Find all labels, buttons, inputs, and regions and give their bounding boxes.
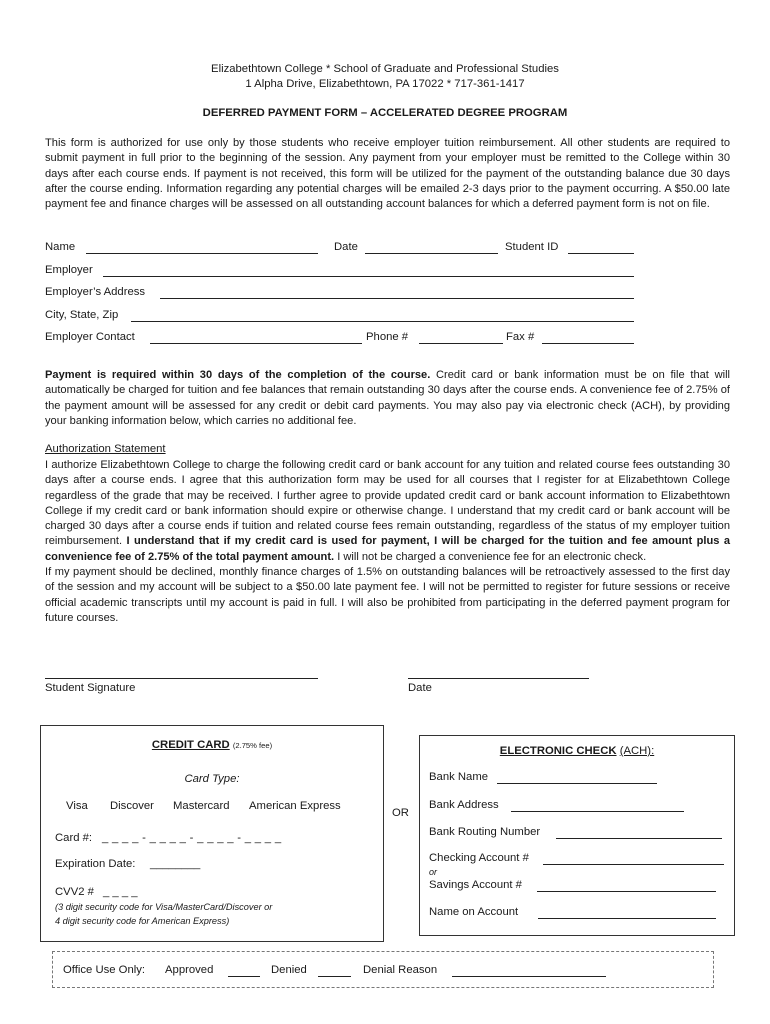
card-type-discover[interactable]: Discover — [110, 800, 154, 812]
form-title: DEFERRED PAYMENT FORM – ACCELERATED DEGREE PROGRAM — [202, 107, 568, 119]
card-number-field[interactable]: _ _ _ _ - _ _ _ _ - _ _ _ _ - _ _ _ _ — [102, 832, 282, 844]
employer-label: Employer — [45, 264, 93, 276]
denial-reason-field[interactable] — [452, 976, 606, 977]
credit-card-fee: (2.75% fee) — [232, 741, 273, 750]
card-type-label: Card Type: — [184, 773, 240, 785]
electronic-check-heading — [419, 745, 735, 757]
authorization-text-3: If my payment should be declined, monthly finance charges of 1.5% on outstanding balances will be retroactively assessed to the first day of the session and my account will be subject to a $50.00 late payment fee. I will not be permitted to register for future sessions or receive official academic transcripts until my account is paid in full. I will also be prohibited from participating in the deferred payment program for future courses. — [45, 566, 730, 624]
signature-date-label: Date — [408, 682, 432, 694]
college-name-line: Elizabethtown College * School of Graduate and Professional Studies — [211, 63, 559, 75]
savings-account-field[interactable] — [537, 891, 716, 892]
checking-account-field[interactable] — [543, 864, 724, 865]
card-type-mastercard[interactable]: Mastercard — [173, 800, 230, 812]
college-address-line: 1 Alpha Drive, Elizabethtown, PA 17022 * 717-361-1417 — [245, 78, 525, 90]
card-number-label: Card #: — [55, 832, 93, 844]
cvv-note-line-2: 4 digit security code for American Express) — [55, 916, 230, 926]
card-type-american-express[interactable]: American Express — [249, 800, 341, 812]
fax-field[interactable] — [542, 343, 634, 344]
employer-field[interactable] — [103, 276, 634, 277]
cvv-note-line-1: (3 digit security code for Visa/MasterCard/Discover or — [55, 902, 273, 912]
student-signature-label: Student Signature — [45, 682, 136, 694]
bank-name-label: Bank Name — [429, 771, 489, 783]
routing-number-field[interactable] — [556, 838, 722, 839]
employer-address-label: Employer’s Address — [45, 286, 146, 298]
signature-date-field[interactable] — [408, 678, 589, 679]
name-label: Name — [45, 241, 76, 253]
account-or-label: or — [429, 867, 438, 877]
student-id-label: Student ID — [505, 241, 559, 253]
credit-card-heading — [40, 739, 384, 751]
denied-label: Denied — [271, 964, 307, 976]
bank-address-field[interactable] — [511, 811, 684, 812]
expiration-date-field[interactable]: ________ — [150, 858, 201, 870]
approved-label: Approved — [165, 964, 214, 976]
electronic-check-subtitle: (ACH): — [619, 745, 655, 757]
fax-label: Fax # — [506, 331, 535, 343]
date-label: Date — [334, 241, 358, 253]
payment-paragraph — [45, 368, 730, 429]
authorization-paragraph — [45, 458, 730, 626]
cvv-label: CVV2 # — [55, 886, 94, 898]
cvv-field[interactable]: _ _ _ _ — [103, 886, 138, 898]
expiration-date-label: Expiration Date: — [55, 858, 136, 870]
denied-field[interactable] — [318, 976, 351, 977]
employer-contact-field[interactable] — [150, 343, 362, 344]
name-field[interactable] — [86, 253, 318, 254]
authorization-text-1: I authorize Elizabethtown College to charge the following credit card or bank account for any tuition and related course fees outstanding 30 days after a course ends. I agree that this authorization form may be used for all courses that I register for at Elizabethtown College regardless of the grade that may be received. I further agree to provide updated credit card or bank account information to Elizabethtown College if my credit card or bank information should expire or otherwise change. I understand that my credit card or bank account will be charged 30 days after a course ends if tuition and related course fees remain outstanding, regardless of the status of my employer tuition reimbursement. — [45, 459, 730, 548]
authorization-text-2: I will not be charged a convenience fee for an electronic check. — [334, 550, 647, 563]
routing-number-label: Bank Routing Number — [429, 826, 541, 838]
card-type-visa[interactable]: Visa — [66, 800, 88, 812]
name-on-account-label: Name on Account — [429, 906, 519, 918]
intro-paragraph: This form is authorized for use only by those students who receive employer tuition reimbursement. All other students are required to submit payment in full prior to the beginning of the session. Any payment from your employer must be remitted to the College within 30 days after each course ends. If payment is not received, this form will be utilized for the payment of the outstanding balance due 30 days after the course ending. Information regarding any potential charges will be emailed 2-3 days prior to the payment occurring. A $50.00 late payment fee and finance charges will be assessed on all outstanding account balances for which a deferred payment form is not on file. — [45, 137, 730, 211]
credit-card-title: CREDIT CARD — [151, 739, 230, 751]
city-state-zip-field[interactable] — [131, 321, 634, 322]
checking-account-label: Checking Account # — [429, 852, 529, 864]
name-on-account-field[interactable] — [538, 918, 716, 919]
city-state-zip-label: City, State, Zip — [45, 309, 119, 321]
payment-bold-text: Payment is required within 30 days of the completion of the course. — [45, 369, 431, 381]
employer-address-field[interactable] — [160, 298, 634, 299]
approved-field[interactable] — [228, 976, 260, 977]
payment-text: Credit card or bank information must be on file that will automatically be charged for tuition and fee balances that remain outstanding 30 days after the course ends. A convenience fee of 2.75% of the payment amount will be assessed for any credit or debit card payments. You may also pay via electronic check (ACH), by providing your banking information below, which carries no additional fee. — [45, 369, 730, 427]
authorization-bold-text: I understand that if my credit card is used for payment, I will be charged for the tuition and fee amount plus a convenience fee of 2.75% of the total payment amount. — [45, 535, 730, 563]
student-signature-field[interactable] — [45, 678, 318, 679]
date-field[interactable] — [365, 253, 498, 254]
electronic-check-title: ELECTRONIC CHECK — [499, 745, 617, 757]
or-separator: OR — [392, 807, 409, 819]
office-use-label: Office Use Only: — [63, 964, 146, 976]
authorization-heading: Authorization Statement — [45, 443, 166, 455]
phone-field[interactable] — [419, 343, 503, 344]
denial-reason-label: Denial Reason — [363, 964, 438, 976]
student-id-field[interactable] — [568, 253, 634, 254]
employer-contact-label: Employer Contact — [45, 331, 135, 343]
savings-account-label: Savings Account # — [429, 879, 522, 891]
bank-name-field[interactable] — [497, 783, 657, 784]
bank-address-label: Bank Address — [429, 799, 499, 811]
phone-label: Phone # — [366, 331, 409, 343]
